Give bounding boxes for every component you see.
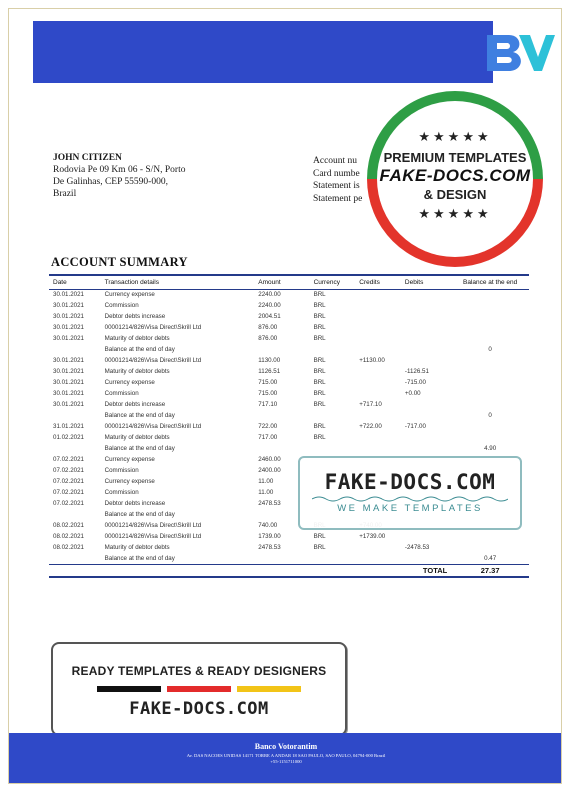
cell-amount: 722.00 <box>258 423 278 430</box>
cell-amount: 715.00 <box>258 379 278 386</box>
cell-currency <box>310 344 356 355</box>
wave-line-icon <box>312 495 508 503</box>
cell-currency: BRL <box>313 434 326 441</box>
cell-debits <box>401 289 451 300</box>
cell-currency <box>310 410 356 421</box>
cell-credits <box>355 432 401 443</box>
cell-details: Currency expense <box>104 291 155 299</box>
cell-date: 07.02.2021 <box>53 467 84 474</box>
cell-currency: BRL <box>313 423 326 430</box>
cell-date: 30.01.2021 <box>53 401 84 408</box>
cell-balance <box>451 333 529 344</box>
footer-band <box>9 733 562 784</box>
meta-account-number-label: Account nu <box>313 156 358 166</box>
cell-balance: 0.47 <box>484 554 497 562</box>
cell-balance <box>451 355 529 366</box>
cell-amount: 11.00 <box>258 489 274 496</box>
cell-currency: BRL <box>313 302 326 309</box>
cell-amount <box>254 553 309 564</box>
cell-debits: -715.00 <box>404 379 426 386</box>
watermark-subtitle: WE MAKE TEMPLATES <box>337 503 483 514</box>
cell-amount: 2478.53 <box>258 500 281 507</box>
table-header-row <box>49 275 529 289</box>
cell-balance <box>451 432 529 443</box>
total-spacer <box>49 564 401 577</box>
cell-details: Balance at the end of day <box>104 445 175 452</box>
cell-credits <box>355 300 401 311</box>
cell-details: 00001214/826\Visa Direct\Skrill Ltd <box>104 324 202 331</box>
cell-amount: 717.10 <box>258 401 278 408</box>
cell-credits: +1739.00 <box>359 533 386 540</box>
cell-credits <box>355 322 401 333</box>
header-credits: Credits <box>359 278 380 286</box>
cell-balance <box>451 289 529 300</box>
cell-details: Commission <box>104 302 139 309</box>
cell-amount: 2004.51 <box>258 313 281 320</box>
meta-card-number-label: Card numbe <box>313 168 360 179</box>
table-row <box>49 410 529 421</box>
cell-amount: 1126.51 <box>258 368 281 375</box>
header-band <box>33 21 493 83</box>
fake-docs-watermark <box>298 456 522 530</box>
cell-credits: +717.10 <box>359 401 382 408</box>
cell-currency: BRL <box>313 291 326 299</box>
cell-details: 00001214/826\Visa Direct\Skrill Ltd <box>104 522 202 529</box>
cell-credits <box>355 289 401 300</box>
cell-debits <box>401 344 451 355</box>
cell-date: 30.01.2021 <box>53 357 84 364</box>
cell-currency <box>310 443 356 454</box>
cell-amount: 876.00 <box>258 335 278 342</box>
table-row <box>49 366 529 377</box>
table-row <box>49 388 529 399</box>
cell-date <box>49 443 101 454</box>
transactions-table <box>49 274 529 578</box>
cell-amount <box>254 410 309 421</box>
watermark-title: FAKE-DOCS.COM <box>324 470 496 494</box>
ready-templates-line1: READY TEMPLATES & READY DESIGNERS <box>71 664 327 678</box>
header-date: Date <box>53 278 67 286</box>
footer-address: Av. DAS NACOES UNIDAS 14171 TORRE A ANDAR 18 SAO PAULO, SAO PAULO, 04794-000 Brazil <box>186 753 386 758</box>
cell-details: Maturity of debtor debts <box>104 544 170 551</box>
header-details: Transaction details <box>104 278 159 286</box>
table-row <box>49 443 529 454</box>
cell-debits: -2478.53 <box>404 544 430 551</box>
cell-balance <box>451 322 529 333</box>
cell-debits <box>401 311 451 322</box>
cell-amount: 717.00 <box>258 434 278 441</box>
cell-details: 00001214/826\Visa Direct\Skrill Ltd <box>104 533 202 540</box>
cell-amount <box>254 443 309 454</box>
cell-debits <box>401 410 451 421</box>
cell-balance <box>451 399 529 410</box>
cell-amount: 715.00 <box>258 390 278 397</box>
cell-details: Maturity of debtor debts <box>104 434 170 441</box>
cell-details: Commission <box>104 467 139 474</box>
cell-details: 00001214/826\Visa Direct\Skrill Ltd <box>104 423 202 430</box>
cell-amount: 2460.00 <box>258 456 281 463</box>
table-row <box>49 377 529 388</box>
cell-currency: BRL <box>313 368 326 375</box>
cell-balance <box>451 311 529 322</box>
stamp-line3: & DESIGN <box>423 187 487 202</box>
table-row <box>49 553 529 564</box>
customer-name: JOHN CITIZEN <box>53 153 122 163</box>
cell-debits <box>401 553 451 564</box>
customer-address-line1: Rodovia Pe 09 Km 06 - S/N, Porto <box>53 165 186 175</box>
header-balance: Balance at the end <box>463 278 518 286</box>
table-row <box>49 333 529 344</box>
customer-block <box>53 152 283 200</box>
cell-credits <box>355 410 401 421</box>
cell-details: Maturity of debtor debts <box>104 335 170 342</box>
cell-credits <box>355 553 401 564</box>
cell-currency: BRL <box>313 357 326 364</box>
cell-debits <box>401 355 451 366</box>
cell-currency: BRL <box>313 544 326 551</box>
cell-credits <box>355 366 401 377</box>
cell-date: 07.02.2021 <box>53 456 84 463</box>
cell-date: 30.01.2021 <box>53 291 84 299</box>
cell-date: 07.02.2021 <box>53 489 84 496</box>
cell-balance <box>451 531 529 542</box>
table-row <box>49 311 529 322</box>
cell-currency: BRL <box>313 390 326 397</box>
table-row <box>49 300 529 311</box>
cell-details: Commission <box>104 489 139 496</box>
cell-date: 30.01.2021 <box>53 335 84 342</box>
cell-credits <box>355 377 401 388</box>
cell-currency <box>310 553 356 564</box>
cell-currency: BRL <box>313 335 326 342</box>
cell-currency: BRL <box>313 533 326 540</box>
cell-amount: 1130.00 <box>258 357 281 364</box>
table-row <box>49 399 529 410</box>
cell-debits: -717.00 <box>404 423 426 430</box>
cell-date: 30.01.2021 <box>53 390 84 397</box>
table-total-row <box>49 564 529 577</box>
cell-balance: 0 <box>488 346 492 353</box>
cell-date: 07.02.2021 <box>53 478 84 485</box>
table-row <box>49 344 529 355</box>
cell-details: Debtor debts increase <box>104 500 166 507</box>
cell-date: 08.02.2021 <box>53 544 84 551</box>
bank-logo-icon <box>483 29 555 75</box>
customer-country: Brazil <box>53 189 77 199</box>
footer-phone: +55-1151711000 <box>270 759 302 764</box>
stamp-line1: PREMIUM TEMPLATES <box>383 150 527 165</box>
cell-amount: 2400.00 <box>258 467 281 474</box>
table-row <box>49 421 529 432</box>
cell-balance <box>451 377 529 388</box>
cell-amount: 740.00 <box>258 522 278 529</box>
cell-debits <box>401 399 451 410</box>
cell-date: 30.01.2021 <box>53 379 84 386</box>
cell-balance <box>451 366 529 377</box>
cell-date: 31.01.2021 <box>53 423 84 430</box>
stamp-stars-bottom: ★★★★★ <box>418 206 492 221</box>
cell-details: Balance at the end of day <box>104 346 175 353</box>
cell-date <box>49 410 101 421</box>
cell-details: Currency expense <box>104 478 155 485</box>
cell-credits <box>355 311 401 322</box>
cell-date: 08.02.2021 <box>53 522 84 529</box>
cell-details: Maturity of debtor debts <box>104 368 170 375</box>
cell-credits <box>355 344 401 355</box>
cell-currency: BRL <box>313 401 326 408</box>
cell-debits <box>401 333 451 344</box>
table-row <box>49 432 529 443</box>
meta-statement-period-label: Statement pe <box>313 193 363 204</box>
statement-page <box>8 8 562 784</box>
flag-stripe-red <box>167 686 231 692</box>
cell-date <box>49 344 101 355</box>
account-summary-title: ACCOUNT SUMMARY <box>51 255 188 269</box>
cell-currency: BRL <box>313 379 326 386</box>
stamp-stars-top: ★★★★★ <box>418 129 492 144</box>
cell-date: 30.01.2021 <box>53 324 84 331</box>
total-label: TOTAL <box>422 565 448 575</box>
premium-templates-stamp <box>367 91 543 267</box>
flag-stripe-yellow <box>237 686 301 692</box>
cell-amount: 2240.00 <box>258 291 281 299</box>
cell-details: Debtor debts increase <box>104 313 166 320</box>
cell-debits: +0.00 <box>404 390 421 397</box>
table-row <box>49 355 529 366</box>
header-amount: Amount <box>258 278 281 286</box>
cell-amount: 876.00 <box>258 324 278 331</box>
cell-credits <box>355 388 401 399</box>
cell-credits: +722.00 <box>359 423 382 430</box>
cell-amount: 2478.53 <box>258 544 281 551</box>
cell-balance: 0 <box>488 412 492 419</box>
ready-templates-line2: FAKE-DOCS.COM <box>129 699 269 719</box>
cell-details: Balance at the end of day <box>104 511 175 518</box>
cell-balance <box>451 542 529 553</box>
table-row <box>49 531 529 542</box>
flag-stripe-black <box>97 686 161 692</box>
footer-bank-name: Banco Votorantim <box>254 742 318 751</box>
meta-statement-issued-label: Statement is <box>313 181 360 191</box>
cell-debits <box>401 432 451 443</box>
cell-details: Balance at the end of day <box>104 412 175 419</box>
cell-amount <box>254 344 309 355</box>
header-currency: Currency <box>313 278 340 286</box>
cell-balance <box>451 388 529 399</box>
cell-date <box>49 509 101 520</box>
cell-date: 01.02.2021 <box>53 434 84 441</box>
cell-credits <box>355 443 401 454</box>
stamp-line2: FAKE-DOCS.COM <box>379 166 531 185</box>
header-debits: Debits <box>404 278 424 286</box>
cell-details: Commission <box>104 390 139 397</box>
ready-templates-watermark <box>51 642 347 736</box>
cell-details: Currency expense <box>104 456 155 463</box>
cell-date <box>49 553 101 564</box>
cell-credits: +1130.00 <box>359 357 385 364</box>
stamp-inner <box>377 101 533 257</box>
cell-date: 08.02.2021 <box>53 533 84 540</box>
table-row <box>49 289 529 300</box>
cell-currency: BRL <box>313 324 326 331</box>
cell-date: 30.01.2021 <box>53 368 84 375</box>
cell-details: Debtor debts increase <box>104 401 166 408</box>
cell-date: 30.01.2021 <box>53 313 84 320</box>
cell-amount: 2240.00 <box>258 302 281 309</box>
table-row <box>49 322 529 333</box>
cell-credits <box>355 333 401 344</box>
cell-details: Currency expense <box>104 379 155 386</box>
cell-amount: 1739.00 <box>258 533 281 540</box>
cell-balance <box>451 300 529 311</box>
cell-debits <box>401 300 451 311</box>
cell-balance <box>451 421 529 432</box>
total-value: 27.37 <box>480 565 500 575</box>
cell-debits: -1126.51 <box>404 368 429 375</box>
cell-debits <box>401 531 451 542</box>
cell-details: Balance at the end of day <box>104 554 175 562</box>
customer-address-line2: De Galinhas, CEP 55590-000, <box>53 177 168 187</box>
cell-balance: 4.90 <box>484 445 497 452</box>
table-row <box>49 542 529 553</box>
cell-credits <box>355 542 401 553</box>
cell-date: 30.01.2021 <box>53 302 84 309</box>
cell-debits <box>401 322 451 333</box>
cell-date: 07.02.2021 <box>53 500 84 507</box>
cell-debits <box>401 443 451 454</box>
cell-details: 00001214/826\Visa Direct\Skrill Ltd <box>104 357 202 364</box>
flag-stripes <box>53 686 345 692</box>
cell-currency: BRL <box>313 313 326 320</box>
cell-amount: 11.00 <box>258 478 274 485</box>
